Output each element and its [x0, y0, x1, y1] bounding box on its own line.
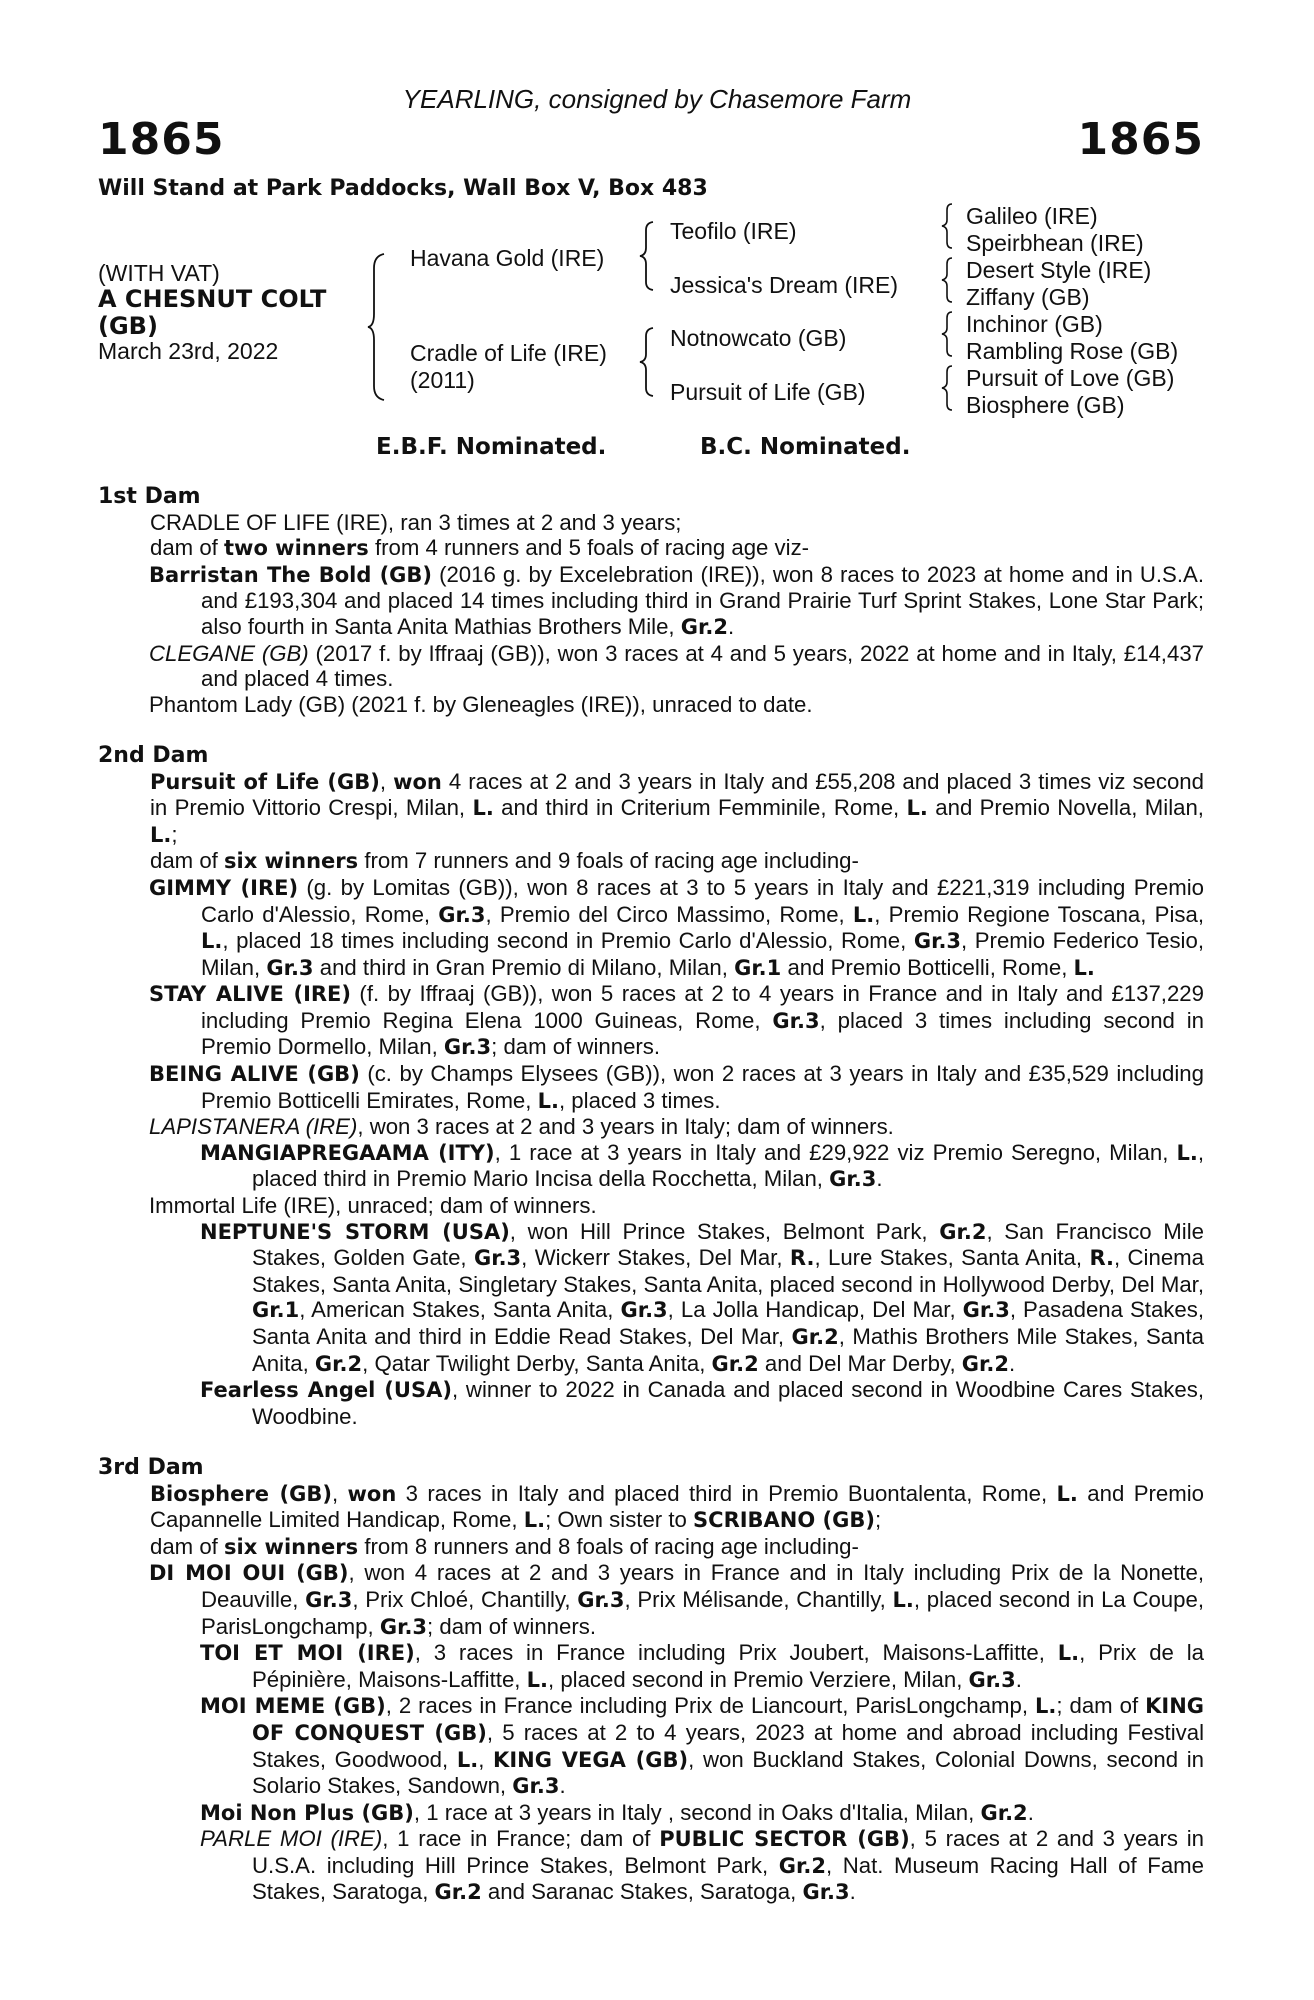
first-dam-entry: CLEGANE (GB) (2017 f. by Iffraaj (GB)), won 3 races at 4 and 5 years, 2022 at home and in Italy, £14,437 and placed 4 times. [149, 640, 1204, 692]
first-dam-heading: 1st Dam [98, 484, 201, 509]
pedigree-brace-ggp3 [940, 310, 956, 358]
pedigree-brace-ggp4 [940, 364, 956, 412]
lot-number-right: 1865 [1077, 114, 1204, 165]
pedigree-brace-main [366, 252, 390, 402]
second-dam-body [98, 769, 1204, 1430]
second-dam-entry: LAPISTANERA (IRE), won 3 races at 2 and 3 years in Italy; dam of winners. [149, 1114, 894, 1140]
foaling-date: March 23rd, 2022 [98, 338, 279, 364]
third-dam-heading: 3rd Dam [98, 1454, 204, 1480]
pedigree-sire: Havana Gold (IRE) [410, 245, 605, 271]
consignor-subtitle: YEARLING, consigned by Chasemore Farm [402, 84, 912, 114]
third-dam-entry: Moi Non Plus (GB), 1 race at 3 years in Italy , second in Oaks d'Italia, Milan, Gr.2. [200, 1799, 1034, 1825]
stand-location: Will Stand at Park Paddocks, Wall Box V, Box 483 [98, 176, 708, 201]
pedigree-ggp: Pursuit of Love (GB) [966, 365, 1175, 391]
horse-name-line2: (GB) [98, 312, 158, 340]
third-dam-entry: PARLE MOI (IRE), 1 race in France; dam of PUBLIC SECTOR (GB), 5 races at 2 and 3 years in U.S.A. including Hill Prince Stakes, Belmont Park, Gr.2, Nat. Museum Racing Hall of Fame Stakes, Saratoga, Gr.2 and Saranac Stakes, Saratoga, Gr.3. [200, 1826, 1204, 1905]
first-dam-body [98, 510, 1204, 718]
third-dam-entry: MOI MEME (GB), 2 races in France including Prix de Liancourt, ParisLongchamp, L.; dam of KING OF CONQUEST (GB), 5 races at 2 to 4 years, 2023 at home and abroad including Festival Stakes, Goodwood, L., KING VEGA (GB), won Buckland Stakes, Colonial Downs, second in Solario Stakes, Sandown, Gr.3. [200, 1693, 1205, 1799]
second-dam-entry: Fearless Angel (USA), winner to 2022 in Canada and placed second in Woodbine Cares Stakes, Woodbine. [200, 1377, 1204, 1429]
pedigree-dam-dam: Pursuit of Life (GB) [670, 379, 866, 405]
first-dam-entry: CRADLE OF LIFE (IRE), ran 3 times at 2 and 3 years; [150, 509, 682, 535]
pedigree-ggp: Ziffany (GB) [966, 284, 1090, 310]
pedigree-brace-ggp2 [940, 256, 956, 304]
second-dam-heading: 2nd Dam [98, 742, 209, 768]
third-dam-entry: Biosphere (GB), won 3 races in Italy and placed third in Premio Buontalenta, Rome, L. and Premio Capannelle Limited Handicap, Rome, L.; Own sister to SCRIBANO (GB); [150, 1480, 1204, 1533]
ebf-nomination: E.B.F. Nominated. [376, 434, 607, 460]
pedigree-sire-sire: Teofilo (IRE) [670, 218, 797, 244]
pedigree-ggp: Galileo (IRE) [966, 203, 1098, 229]
pedigree-ggp: Inchinor (GB) [966, 311, 1103, 337]
second-dam-entry: Pursuit of Life (GB), won 4 races at 2 and 3 years in Italy and £55,208 and placed 3 times viz second in Premio Vittorio Crespi, Milan, L. and third in Criterium Femminile, Rome, L. and Premio Novella, Milan, L.; [150, 768, 1204, 847]
second-dam-entry: dam of six winners from 7 runners and 9 foals of racing age including- [150, 848, 859, 874]
second-dam-entry: Immortal Life (IRE), unraced; dam of winners. [149, 1193, 597, 1219]
produce-record [98, 484, 1204, 1906]
pedigree-brace-dam [638, 326, 658, 398]
pedigree-dam: Cradle of Life (IRE) [410, 340, 607, 366]
lot-number-left: 1865 [98, 114, 225, 165]
pedigree-dam-year: (2011) [410, 367, 475, 393]
pedigree-sire-dam: Jessica's Dream (IRE) [670, 272, 899, 298]
second-dam-entry: BEING ALIVE (GB) (c. by Champs Elysees (GB)), won 2 races at 3 years in Italy and £35,529 including Premio Botticelli Emirates, Rome, L., placed 3 times. [149, 1061, 1204, 1113]
third-dam-entry: TOI ET MOI (IRE), 3 races in France including Prix Joubert, Maisons-Laffitte, L., Prix de la Pépinière, Maisons-Laffitte, L., placed second in Premio Verziere, Milan, Gr.3. [200, 1640, 1204, 1692]
pedigree-ggp: Rambling Rose (GB) [966, 338, 1179, 364]
pedigree-ggp: Biosphere (GB) [966, 392, 1125, 418]
vat-note: (WITH VAT) [98, 260, 220, 286]
bc-nomination: B.C. Nominated. [700, 434, 911, 460]
first-dam-entry: dam of two winners from 4 runners and 5 foals of racing age viz- [150, 535, 810, 561]
pedigree-ggp: Desert Style (IRE) [966, 257, 1152, 283]
pedigree-brace-ggp1 [940, 202, 956, 250]
pedigree-dam-sire: Notnowcato (GB) [670, 325, 847, 351]
second-dam-entry: NEPTUNE'S STORM (USA), won Hill Prince Stakes, Belmont Park, Gr.2, San Francisco Mile Stakes, Golden Gate, Gr.3, Wickerr Stakes, Del Mar, R., Lure Stakes, Santa Anita, R., Cinema Stakes, Santa Anita, Singletary Stakes, Santa Anita, placed second in Hollywood Derby, Del Mar, Gr.1, American Stakes, Santa Anita, Gr.3, La Jolla Handicap, Del Mar, Gr.3, Pasadena Stakes, Santa Anita and third in Eddie Read Stakes, Del Mar, Gr.2, Mathis Brothers Mile Stakes, Santa Anita, Gr.2, Qatar Twilight Derby, Santa Anita, Gr.2 and Del Mar Derby, Gr.2. [200, 1218, 1204, 1376]
second-dam-entry: GIMMY (IRE) (g. by Lomitas (GB)), won 8 races at 3 to 5 years in Italy and £221,319 including Premio Carlo d'Alessio, Rome, Gr.3, Premio del Circo Massimo, Rome, L., Premio Regione Toscana, Pisa, L., placed 18 times including second in Premio Carlo d'Alessio, Rome, Gr.3, Premio Federico Tesio, Milan, Gr.3 and third in Gran Premio di Milano, Milan, Gr.1 and Premio Botticelli, Rome, L. [149, 874, 1205, 980]
third-dam-entry: dam of six winners from 8 runners and 8 foals of racing age including- [150, 1533, 859, 1559]
second-dam-entry: STAY ALIVE (IRE) (f. by Iffraaj (GB)), won 5 races at 2 to 4 years in France and in Italy and £137,229 including Premio Regina Elena 1000 Guineas, Rome, Gr.3, placed 3 times including second in Premio Dormello, Milan, Gr.3; dam of winners. [149, 981, 1204, 1060]
third-dam-entry: DI MOI OUI (GB), won 4 races at 2 and 3 years in France and in Italy including Prix de la Nonette, Deauville, Gr.3, Prix Chloé, Chantilly, Gr.3, Prix Mélisande, Chantilly, L., placed second in La Coupe, ParisLongchamp, Gr.3; dam of winners. [149, 1560, 1204, 1639]
second-dam-entry: MANGIAPREGAAMA (ITY), 1 race at 3 years in Italy and £29,922 viz Premio Seregno, Milan, L., placed third in Premio Mario Incisa della Rocchetta, Milan, Gr.3. [200, 1139, 1204, 1192]
pedigree-brace-sire [638, 220, 658, 292]
horse-name-line1: A CHESNUT COLT [98, 285, 327, 313]
third-dam-body [98, 1481, 1204, 1907]
first-dam-entry: Barristan The Bold (GB) (2016 g. by Excelebration (IRE)), won 8 races to 2023 at home and in U.S.A. and £193,304 and placed 14 times including third in Grand Prairie Turf Sprint Stakes, Lone Star Park; also fourth in Santa Anita Mathias Brothers Mile, Gr.2. [149, 561, 1204, 639]
first-dam-entry: Phantom Lady (GB) (2021 f. by Gleneagles (IRE)), unraced to date. [149, 691, 813, 717]
pedigree-ggp: Speirbhean (IRE) [966, 230, 1144, 256]
